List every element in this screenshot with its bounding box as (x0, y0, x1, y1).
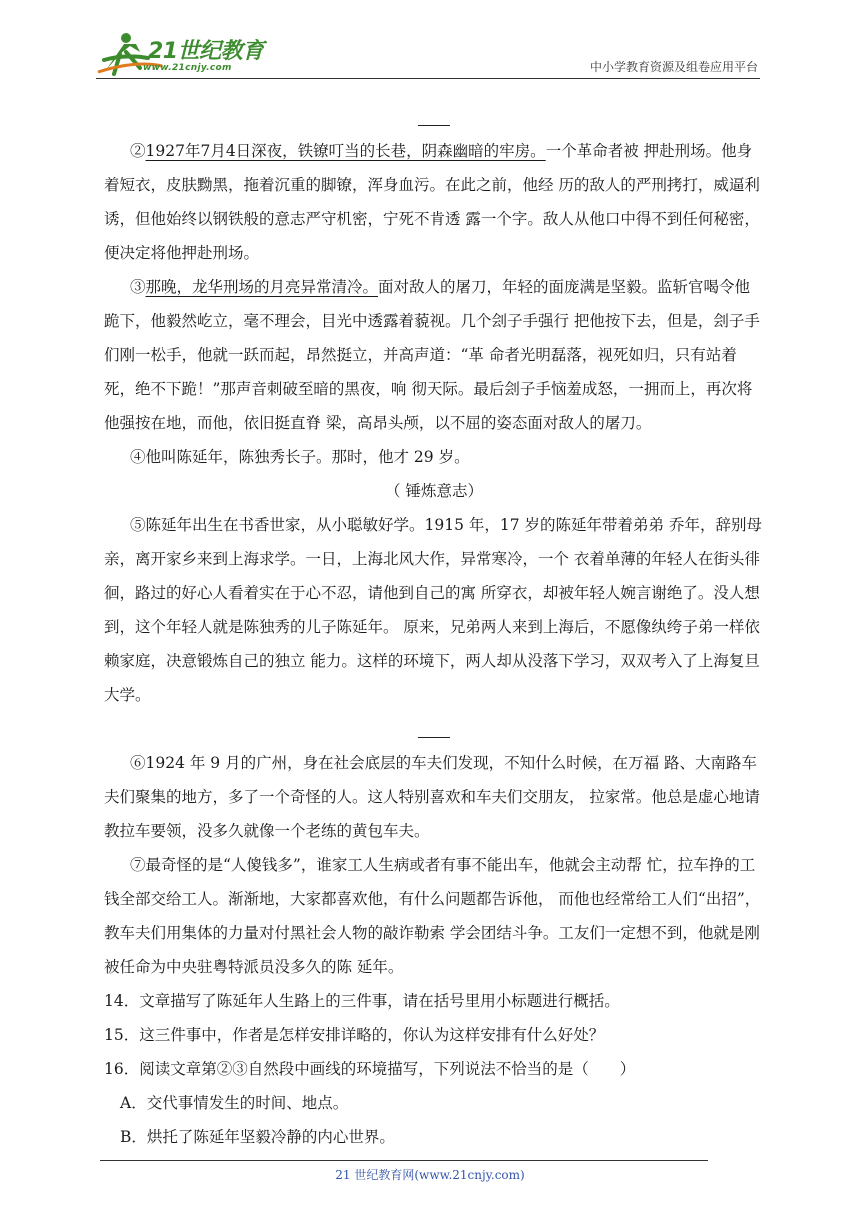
question-14: 14．文章描写了陈延年人生路上的三件事，请在括号里用小标题进行概括。 (104, 992, 620, 1010)
subtitle-blank (104, 104, 764, 134)
header-divider (96, 78, 760, 79)
underlined-description: 那晚，龙华刑场的月亮异常清冷。 (145, 278, 379, 296)
subtitle-blank (104, 716, 764, 746)
paragraph-6: ⑥1924 年 9 月的广州，身在社会底层的车夫们发现，不知什么时候，在万福 路、大南路车夫们聚集的地方，多了一个奇怪的人。这人特别喜欢和车夫们交朋友， 拉家常。他总是虚心地请教拉车要领，没多久就像一个老练的黄包车夫。 (104, 754, 760, 840)
logo-url: www.21cnjy.com (143, 63, 232, 73)
paragraph-2 (104, 134, 764, 270)
logo-text: 21世纪教育 (148, 39, 264, 64)
paragraph-text: 一个革命者被 押赴刑场。他身着短衣，皮肤黝黑，拖着沉重的脚镣，浑身血污。在此之前，他经 历的敌人的严刑拷打，威逼利诱，但他始终以钢铁般的意志严守机密，宁死不肯透 露一个字。敌人从他口中得不到任何秘密，便决定将他押赴刑场。 (104, 142, 760, 262)
section-subtitle: （ 锤炼意志） (385, 482, 483, 500)
footer-link[interactable]: 21 世纪教育网(www.21cnjy.com) (335, 1168, 525, 1182)
question-16: 16．阅读文章第②③自然段中画线的环境描写，下列说法不恰当的是（ ） (104, 1060, 636, 1078)
paragraph-4: ④他叫陈延年，陈独秀长子。那时，他才 29 岁。 (130, 448, 470, 466)
paragraph-marker: ③ (130, 278, 146, 296)
underlined-description: 1927年7月4日深夜，铁镣叮当的长巷，阴森幽暗的牢房。 (145, 142, 546, 160)
article-body (104, 104, 764, 1154)
option-b: B．烘托了陈延年坚毅冷静的内心世界。 (120, 1128, 395, 1146)
paragraph-3 (104, 270, 764, 440)
question-15: 15．这三件事中，作者是怎样安排详略的，你认为这样安排有什么好处？ (104, 1026, 605, 1044)
paragraph-text: 面对敌人的屠刀，年轻的面庞满是坚毅。监斩官喝令他跪下，他毅然屹立，毫不理会，目光中透露着藐视。几个刽子手强行 把他按下去，但是，刽子手们刚一松手，他就一跃而起，昂然挺立，并高声道：“革 命者光明磊落，视死如归，只有站着死，绝不下跪！”那声音刺破至暗的黑夜，响 彻天际。最后刽子手恼羞成怒，一拥而上，再次将他强按在地，而他，依旧挺直脊 梁，高昂头颅，以不屈的姿态面对敌人的屠刀。 (104, 278, 760, 432)
option-a: A．交代事情发生的时间、地点。 (120, 1094, 349, 1112)
footer-divider (100, 1160, 708, 1161)
page-header (0, 0, 860, 90)
paragraph-7: ⑦最奇怪的是“人傻钱多”，谁家工人生病或者有事不能出车，他就会主动帮 忙，拉车挣的工钱全部交给工人。渐渐地，大家都喜欢他，有什么问题都告诉他， 而他也经常给工人们“出招”，教车夫们用集体的力量对付黑社会人物的敲诈勒索 学会团结斗争。工友们一定想不到，他就是刚被任命为中央驻粤特派员没多久的陈 延年。 (104, 856, 761, 976)
platform-title: 中小学教育资源及组卷应用平台 (589, 60, 758, 74)
paragraph-5: ⑤陈延年出生在书香世家，从小聪敏好学。1915 年，17 岁的陈延年带着弟弟 乔年，辞别母亲，离开家乡来到上海求学。一日，上海北风大作，异常寒冷，一个 衣着单薄的年轻人在街头徘徊，路过的好心人看着实在于心不忍，请他到自己的寓 所穿衣，却被年轻人婉言谢绝了。没人想到，这个年轻人就是陈独秀的儿子陈延年。 原来，兄弟两人来到上海后，不愿像纨绔子弟一样依赖家庭，决意锻炼自己的独立 能力。这样的环境下，两人却从没落下学习，双双考入了上海复旦大学。 (104, 516, 762, 704)
paragraph-marker: ② (130, 142, 146, 160)
